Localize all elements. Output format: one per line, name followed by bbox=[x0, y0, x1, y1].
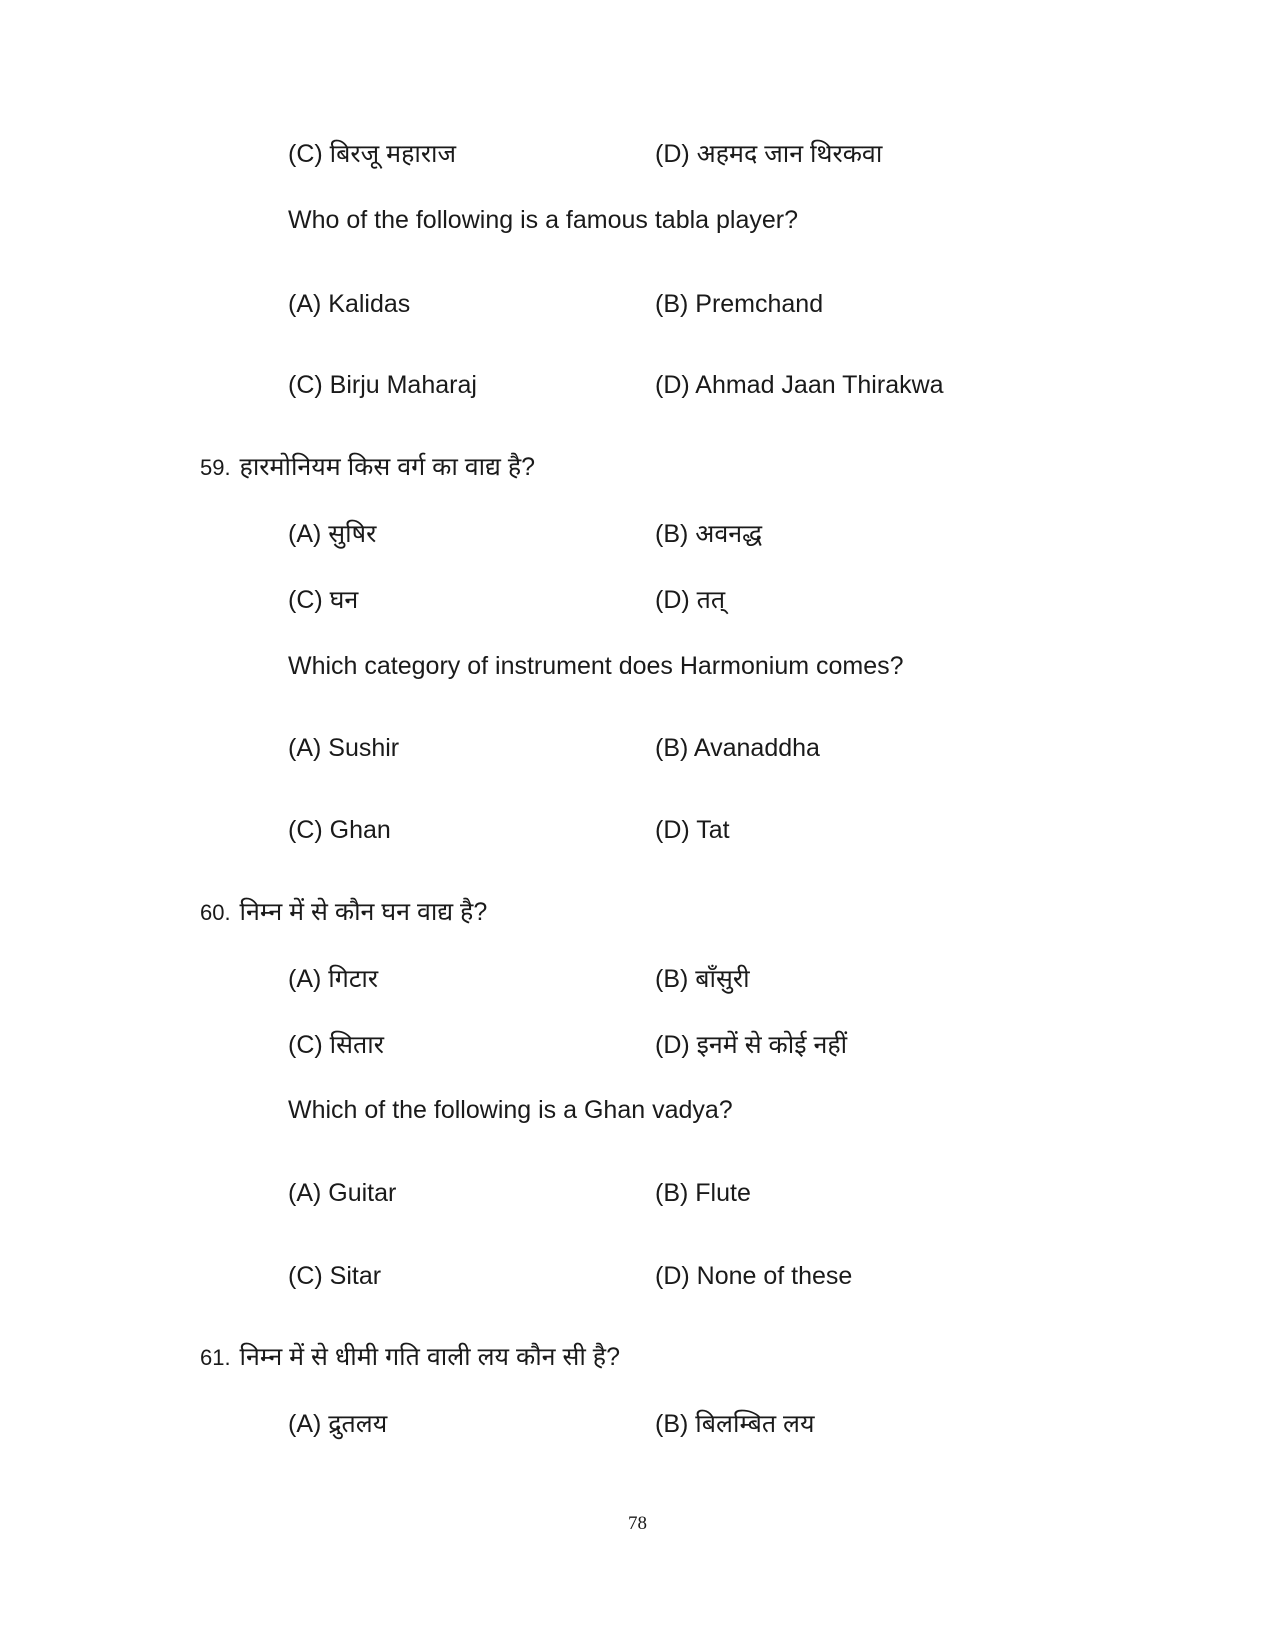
q58-en-option-c: (C) Birju Maharaj bbox=[288, 371, 477, 399]
page-number: 78 bbox=[628, 1513, 647, 1534]
q61-hi-option-b: (B) बिलम्बित लय bbox=[655, 1410, 815, 1438]
q60-hi-question bbox=[200, 896, 487, 929]
q60-hi-option-d: (D) इनमें से कोई नहीं bbox=[655, 1031, 848, 1059]
q58-hi-option-c: (C) बिरजू महाराज bbox=[288, 140, 457, 168]
q60-hi-option-c: (C) सितार bbox=[288, 1031, 384, 1059]
q59-hi-option-b: (B) अवनद्ध bbox=[655, 520, 763, 548]
q60-en-question: Which of the following is a Ghan vadya? bbox=[288, 1096, 733, 1124]
q58-hi-option-d: (D) अहमद जान थिरकवा bbox=[655, 140, 883, 168]
q61-hi-option-a: (A) द्रुतलय bbox=[288, 1410, 388, 1438]
q60-en-option-b: (B) Flute bbox=[655, 1179, 751, 1207]
q60-en-option-d: (D) None of these bbox=[655, 1262, 853, 1290]
q61-hi-question bbox=[200, 1341, 620, 1374]
q61-hi-question-text: निम्न में से धीमी गति वाली लय कौन सी है? bbox=[239, 1343, 620, 1371]
q60-hi-question-text: निम्न में से कौन घन वाद्य है? bbox=[239, 898, 488, 926]
q59-hi-option-a: (A) सुषिर bbox=[288, 520, 377, 548]
q58-en-option-b: (B) Premchand bbox=[655, 290, 824, 318]
q58-en-option-d: (D) Ahmad Jaan Thirakwa bbox=[655, 371, 944, 399]
q59-en-option-c: (C) Ghan bbox=[288, 816, 391, 844]
q59-hi-question-text: हारमोनियम किस वर्ग का वाद्य है? bbox=[239, 453, 536, 481]
q60-number: 60. bbox=[200, 900, 231, 925]
q61-number: 61. bbox=[200, 1345, 231, 1370]
q59-hi-option-d: (D) तत् bbox=[655, 586, 726, 614]
q60-hi-option-b: (B) बाँसुरी bbox=[655, 965, 750, 993]
q59-en-option-b: (B) Avanaddha bbox=[655, 734, 820, 762]
q59-en-option-d: (D) Tat bbox=[655, 816, 730, 844]
q60-en-option-a: (A) Guitar bbox=[288, 1179, 397, 1207]
q59-en-option-a: (A) Sushir bbox=[288, 734, 400, 762]
q59-hi-question bbox=[200, 451, 535, 484]
q58-en-option-a: (A) Kalidas bbox=[288, 290, 411, 318]
q59-hi-option-c: (C) घन bbox=[288, 586, 359, 614]
q60-en-option-c: (C) Sitar bbox=[288, 1262, 382, 1290]
q59-en-question: Which category of instrument does Harmonium comes? bbox=[288, 652, 904, 680]
q58-en-question: Who of the following is a famous tabla player? bbox=[288, 206, 798, 234]
q59-number: 59. bbox=[200, 455, 231, 480]
q60-hi-option-a: (A) गिटार bbox=[288, 965, 379, 993]
